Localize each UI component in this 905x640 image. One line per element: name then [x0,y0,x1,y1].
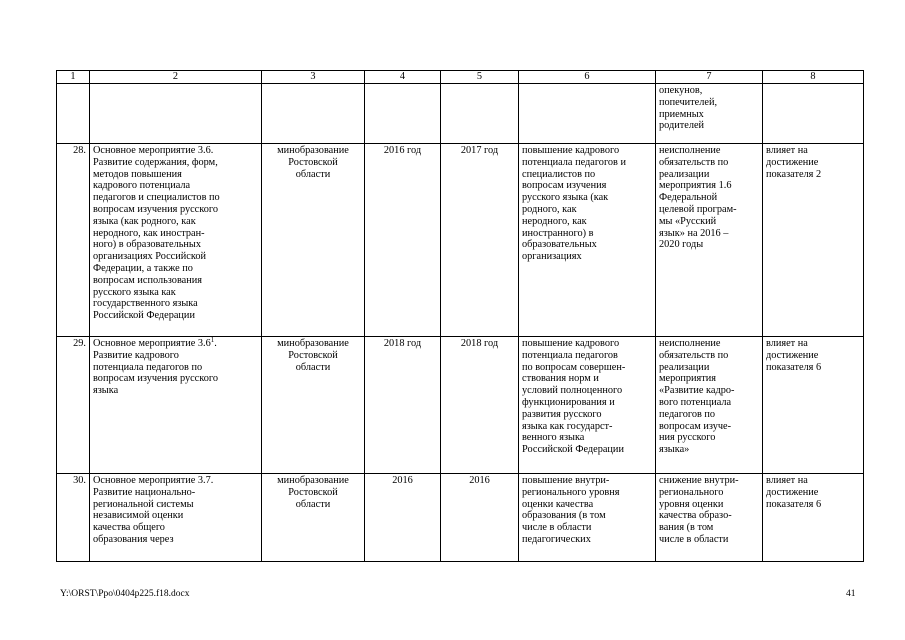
header-col-6: 6 [519,71,656,84]
end-year-cell: 2017 год [441,144,519,337]
event-cell [90,144,262,337]
header-col-4: 4 [365,71,441,84]
event-text: Основное мероприятие 3.6 [93,338,211,349]
executor-cell: минобразование Ростовской области [262,474,365,562]
result-cell [519,84,656,144]
event-text: Основное мероприятие 3.7. Развитие национально- региональной системы независимой оценки качества общего образования через [93,475,214,545]
executor-cell: минобразование Ростовской области [262,337,365,474]
header-col-5: 5 [441,71,519,84]
row-number: 29. [57,337,90,474]
header-row [57,71,864,84]
file-path-footer: Y:\ORST\Ppo\0404p225.f18.docx [60,589,190,599]
start-year-cell [365,84,441,144]
header-col-3: 3 [262,71,365,84]
measures-table [56,70,864,562]
table-row [57,474,864,562]
start-year-cell: 2016 год [365,144,441,337]
footnote-marker: 1 [210,336,215,344]
end-year-cell [441,84,519,144]
table-row [57,144,864,337]
event-cell [90,84,262,144]
executor-cell [262,84,365,144]
row-number: 28. [57,144,90,337]
event-text: Основное мероприятие 3.6. Развитие содержания, форм, методов повышения кадрового потенциала педагогов и специалистов по вопросам изучения русского языка (как родного, как неродного, как иностран- ного) в образовательных организациях Российской Федерации, а также по вопросам использования русского языка как государственного языка Российской Федерации [93,145,220,322]
page-number: 41 [846,589,856,599]
event-text-rest: . Развитие кадрового потенциала педагогов по вопросам изучения русского языка [93,338,218,397]
relation-cell: влияет на достижение показателя 6 [763,474,864,562]
consequences-cell: опекунов, попечителей, приемных родителей [656,84,763,144]
start-year-cell: 2016 [365,474,441,562]
header-col-1: 1 [57,71,90,84]
header-col-2: 2 [90,71,262,84]
relation-cell [763,84,864,144]
event-cell [90,474,262,562]
end-year-cell: 2016 [441,474,519,562]
relation-cell: влияет на достижение показателя 6 [763,337,864,474]
result-cell: повышение кадрового потенциала педагогов и специалистов по вопросам изучения русского языка (как родного, как неродного, как иностранного) в образовательных организациях [519,144,656,337]
header-col-7: 7 [656,71,763,84]
consequences-cell: неисполнение обязательств по реализации мероприятия «Развитие кадро- вого потенциала педагогов по вопросам изуче- ния русского языка» [656,337,763,474]
result-cell: повышение кадрового потенциала педагогов по вопросам совершен- ствования норм и условий полноценного функционирования и развития русского языка как государст- венного языка Российской Федерации [519,337,656,474]
consequences-cell: неисполнение обязательств по реализации мероприятия 1.6 Федеральной целевой програм- мы «Русский язык» на 2016 – 2020 годы [656,144,763,337]
consequences-cell: снижение внутри- регионального уровня оценки качества образо- вания (в том числе в области [656,474,763,562]
table-row [57,84,864,144]
event-cell [90,337,262,474]
header-col-8: 8 [763,71,864,84]
start-year-cell: 2018 год [365,337,441,474]
result-cell: повышение внутри- регионального уровня оценки качества образования (в том числе в области педагогических [519,474,656,562]
executor-cell: минобразование Ростовской области [262,144,365,337]
row-number [57,84,90,144]
row-number: 30. [57,474,90,562]
end-year-cell: 2018 год [441,337,519,474]
relation-cell: влияет на достижение показателя 2 [763,144,864,337]
table-row [57,337,864,474]
